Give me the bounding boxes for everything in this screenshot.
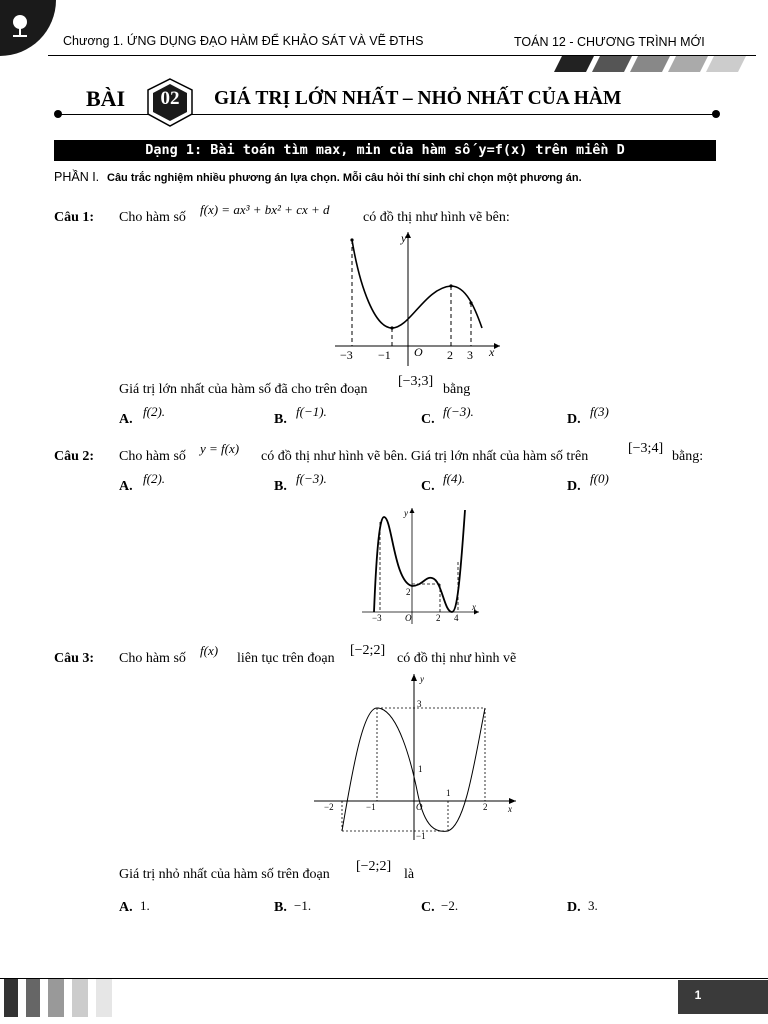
q2-option-d[interactable]: f(0): [590, 471, 609, 486]
q1-tick: −3: [340, 348, 353, 362]
q2-option-c[interactable]: f(4).: [443, 471, 466, 486]
q2-tick: 2: [436, 613, 441, 623]
q2-option-b[interactable]: f(−3).: [296, 471, 327, 486]
q3-formula: f(x): [200, 643, 219, 658]
q3-graph: [310, 670, 520, 845]
lesson-dot-right: [712, 110, 720, 118]
lesson-number: 02: [160, 88, 180, 109]
q1-axis-y: y: [401, 231, 407, 245]
q2-ask-end: bằng:: [672, 449, 704, 464]
q1-origin: O: [414, 345, 423, 359]
q2-formula: y = f(x): [200, 441, 240, 456]
q2-intro: Cho hàm số: [119, 449, 186, 464]
q3-ytick: −1: [416, 831, 426, 841]
q3-option-d[interactable]: 3.: [588, 898, 598, 913]
q1-graph: [330, 228, 505, 368]
q2-tick: −3: [372, 613, 382, 623]
q3-after2: có đồ thị như hình vẽ: [397, 651, 517, 666]
q2-option-c-letter[interactable]: C.: [421, 479, 435, 494]
q2-axis-x: x: [472, 602, 476, 612]
q2-after: có đồ thị như hình vẽ bên. Giá trị lớn nhất của hàm số trên: [261, 449, 589, 464]
q1-option-d-letter[interactable]: D.: [567, 412, 581, 427]
q2-option-b-letter[interactable]: B.: [274, 479, 287, 494]
q1-option-a[interactable]: f(2).: [143, 404, 166, 419]
q2-interval: [−3;4]: [628, 441, 664, 456]
q2-tick: 4: [454, 613, 459, 623]
lesson-dot-left: [54, 110, 62, 118]
q2-option-d-letter[interactable]: D.: [567, 479, 581, 494]
q1-tick: −1: [378, 348, 391, 362]
q3-option-a[interactable]: 1.: [140, 898, 150, 913]
q3-axis-x: x: [508, 804, 512, 814]
q1-ask: Giá trị lớn nhất của hàm số đã cho trên đoạn: [119, 382, 368, 397]
q1-option-c[interactable]: f(−3).: [443, 404, 474, 419]
lesson-prefix: BÀI: [86, 86, 126, 111]
part-text: Câu trắc nghiệm nhiều phương án lựa chọn. Mỗi câu hỏi thí sinh chỉ chọn một phương án.: [107, 172, 582, 184]
q3-interval: [−2;2]: [350, 643, 386, 658]
q3-ytick: 3: [417, 699, 422, 709]
corner-logo: [0, 0, 58, 58]
section-title: Dạng 1: Bài toán tìm max, min của hàm số y=f(x) trên miền D: [145, 142, 625, 158]
q1-axis-x: x: [489, 345, 495, 359]
q2-label: Câu 2:: [54, 449, 95, 464]
lesson-title: GIÁ TRỊ LỚN NHẤT – NHỎ NHẤT CỦA HÀM: [214, 88, 622, 109]
q1-after: có đồ thị như hình vẽ bên:: [363, 210, 510, 225]
q3-origin: O: [416, 802, 423, 812]
q3-option-a-letter[interactable]: A.: [119, 900, 133, 915]
q1-label: Câu 1:: [54, 210, 95, 225]
q2-option-a[interactable]: f(2).: [143, 471, 166, 486]
q1-option-b-letter[interactable]: B.: [274, 412, 287, 427]
part-label: PHẦN I.: [54, 170, 100, 184]
q3-xtick: 2: [483, 802, 488, 812]
q3-ytick: 1: [418, 764, 423, 774]
q2-graph: [344, 502, 484, 626]
q3-option-b[interactable]: −1.: [294, 898, 312, 913]
q1-option-a-letter[interactable]: A.: [119, 412, 133, 427]
q2-ytick: 2: [406, 587, 411, 597]
q3-xtick: −2: [324, 802, 334, 812]
q3-after: liên tục trên đoạn: [237, 651, 335, 666]
q3-ask-end: là: [404, 867, 415, 882]
q1-option-b[interactable]: f(−1).: [296, 404, 327, 419]
q3-xtick: −1: [366, 802, 376, 812]
header-chapter: Chương 1. ỨNG DỤNG ĐẠO HÀM ĐỂ KHẢO SÁT VÀ VẼ ĐTHS: [63, 34, 424, 48]
q3-label: Câu 3:: [54, 651, 95, 666]
q3-intro: Cho hàm số: [119, 651, 186, 666]
q1-tick: 2: [447, 348, 453, 362]
q3-xtick: 1: [446, 788, 451, 798]
q1-tick: 3: [467, 348, 473, 362]
q3-axis-y: y: [420, 674, 424, 684]
q1-intro: Cho hàm số: [119, 210, 186, 225]
q1-formula: f(x) = ax³ + bx² + cx + d: [200, 202, 330, 217]
q2-axis-y: y: [404, 508, 408, 518]
q3-option-c-letter[interactable]: C.: [421, 900, 435, 915]
q3-ask: Giá trị nhỏ nhất của hàm số trên đoạn: [119, 867, 330, 882]
q1-interval: [−3;3]: [398, 374, 434, 389]
header-course: TOÁN 12 - CHƯƠNG TRÌNH MỚI: [514, 35, 705, 49]
q3-option-b-letter[interactable]: B.: [274, 900, 287, 915]
q3-interval2: [−2;2]: [356, 859, 392, 874]
footer-stripes: [0, 979, 120, 1017]
q3-option-d-letter[interactable]: D.: [567, 900, 581, 915]
header-stripes: [550, 56, 765, 72]
q1-ask-end: bằng: [443, 382, 471, 397]
q2-origin: O: [405, 613, 412, 623]
page-number: 1: [694, 988, 702, 1002]
q1-option-c-letter[interactable]: C.: [421, 412, 435, 427]
q2-option-a-letter[interactable]: A.: [119, 479, 133, 494]
q3-option-c[interactable]: −2.: [441, 898, 459, 913]
q1-option-d[interactable]: f(3): [590, 404, 609, 419]
